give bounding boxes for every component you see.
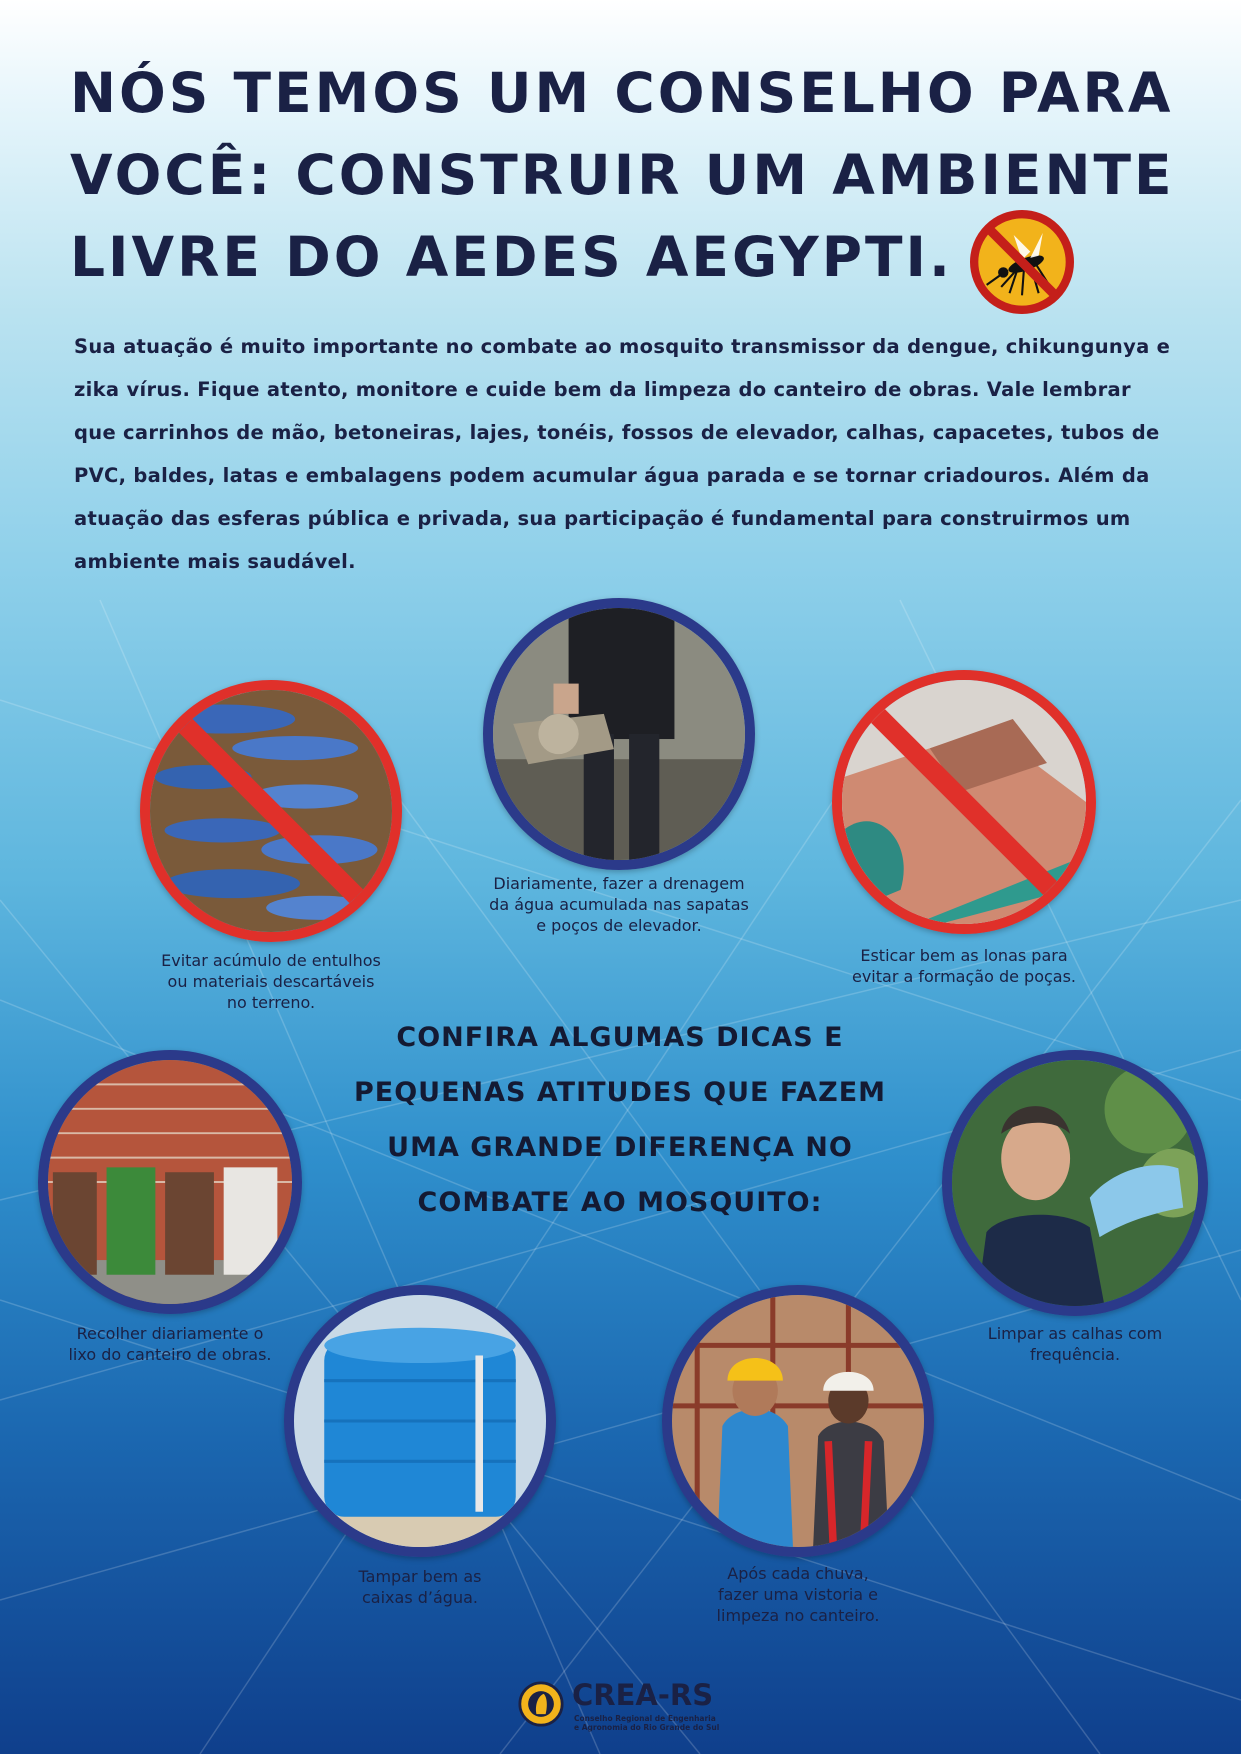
logo-subtitle-1: Conselho Regional de Engenharia [574,1714,716,1723]
tip-4-line-1: Recolher diariamente o [76,1324,264,1343]
tips-heading-line-2: PEQUENAS ATITUDES QUE FAZEM [353,1077,887,1108]
tip-caption-4 [40,1323,300,1365]
tip-caption-2 [460,873,778,936]
tip-5-line-2: frequência. [1029,1345,1121,1364]
tip-photo-construction-workers [662,1285,934,1557]
tip-1-line-3: no terreno. [226,993,316,1012]
tip-caption-1 [110,950,432,1013]
tip-photo-shovel [483,598,755,870]
tip-4-line-2: lixo do canteiro de obras. [68,1345,272,1364]
tip-3-line-1: Esticar bem as lonas para [860,946,1068,965]
tips-heading-line-4: COMBATE AO MOSQUITO: [417,1187,823,1218]
tip-3-line-2: evitar a formação de poças. [851,967,1077,986]
headline-line-3: LIVRE DO AEDES AEGYPTI. [70,225,953,289]
intro-line-4: PVC, baldes, latas e embalagens podem acumular água parada e se tornar criadouros. Além da [74,464,1150,487]
tip-caption-7 [680,1563,916,1626]
logo-subtitle-2: e Agronomia do Rio Grande do Sul [574,1723,720,1732]
tip-7-line-3: limpeza no canteiro. [716,1606,880,1625]
headline-line-2: VOCÊ: CONSTRUIR UM AMBIENTE [70,143,1175,207]
tip-1-line-1: Evitar acúmulo de entulhos [161,951,381,970]
tip-caption-6 [320,1566,520,1608]
tip-7-line-2: fazer uma vistoria e [717,1585,879,1604]
tip-photo-water-tank [284,1285,556,1557]
intro-paragraph [74,325,1174,583]
tip-6-line-1: Tampar bem as [358,1567,482,1586]
crea-rs-logo [518,1678,728,1734]
intro-line-1: Sua atuação é muito importante no combate ao mosquito transmissor da dengue, chikungunya e [74,335,1171,358]
tip-photo-gutter-cleaning [942,1050,1208,1316]
tip-1-line-2: ou materiais descartáveis [167,972,375,991]
tip-photo-tarps [832,670,1096,934]
tips-heading [330,1010,910,1230]
tip-2-line-3: e poços de elevador. [536,916,702,935]
tips-heading-line-3: UMA GRANDE DIFERENÇA NO [387,1132,853,1163]
tip-6-line-2: caixas d’água. [362,1588,478,1607]
tip-7-line-1: Após cada chuva, [727,1564,869,1583]
intro-line-6: ambiente mais saudável. [74,550,356,573]
tip-photo-trash-bins [38,1050,302,1314]
tip-caption-5 [955,1323,1195,1365]
tips-heading-line-1: CONFIRA ALGUMAS DICAS E [396,1022,844,1053]
logo-name: CREA-RS [572,1678,714,1712]
tip-caption-3 [810,945,1118,987]
tip-photo-puddles [140,680,402,942]
no-mosquito-icon [970,210,1074,314]
intro-line-2: zika vírus. Fique atento, monitore e cuide bem da limpeza do canteiro de obras. Vale lembrar [74,378,1131,401]
crea-emblem-icon [518,1681,564,1727]
headline-line-1: NÓS TEMOS UM CONSELHO PARA [70,61,1174,125]
intro-line-5: atuação das esferas pública e privada, sua participação é fundamental para construirmos um [74,507,1131,530]
tip-5-line-1: Limpar as calhas com [987,1324,1163,1343]
tip-2-line-1: Diariamente, fazer a drenagem [493,874,745,893]
tip-2-line-2: da água acumulada nas sapatas [489,895,749,914]
intro-line-3: que carrinhos de mão, betoneiras, lajes, tonéis, fossos de elevador, calhas, capacetes, tubos de [74,421,1160,444]
